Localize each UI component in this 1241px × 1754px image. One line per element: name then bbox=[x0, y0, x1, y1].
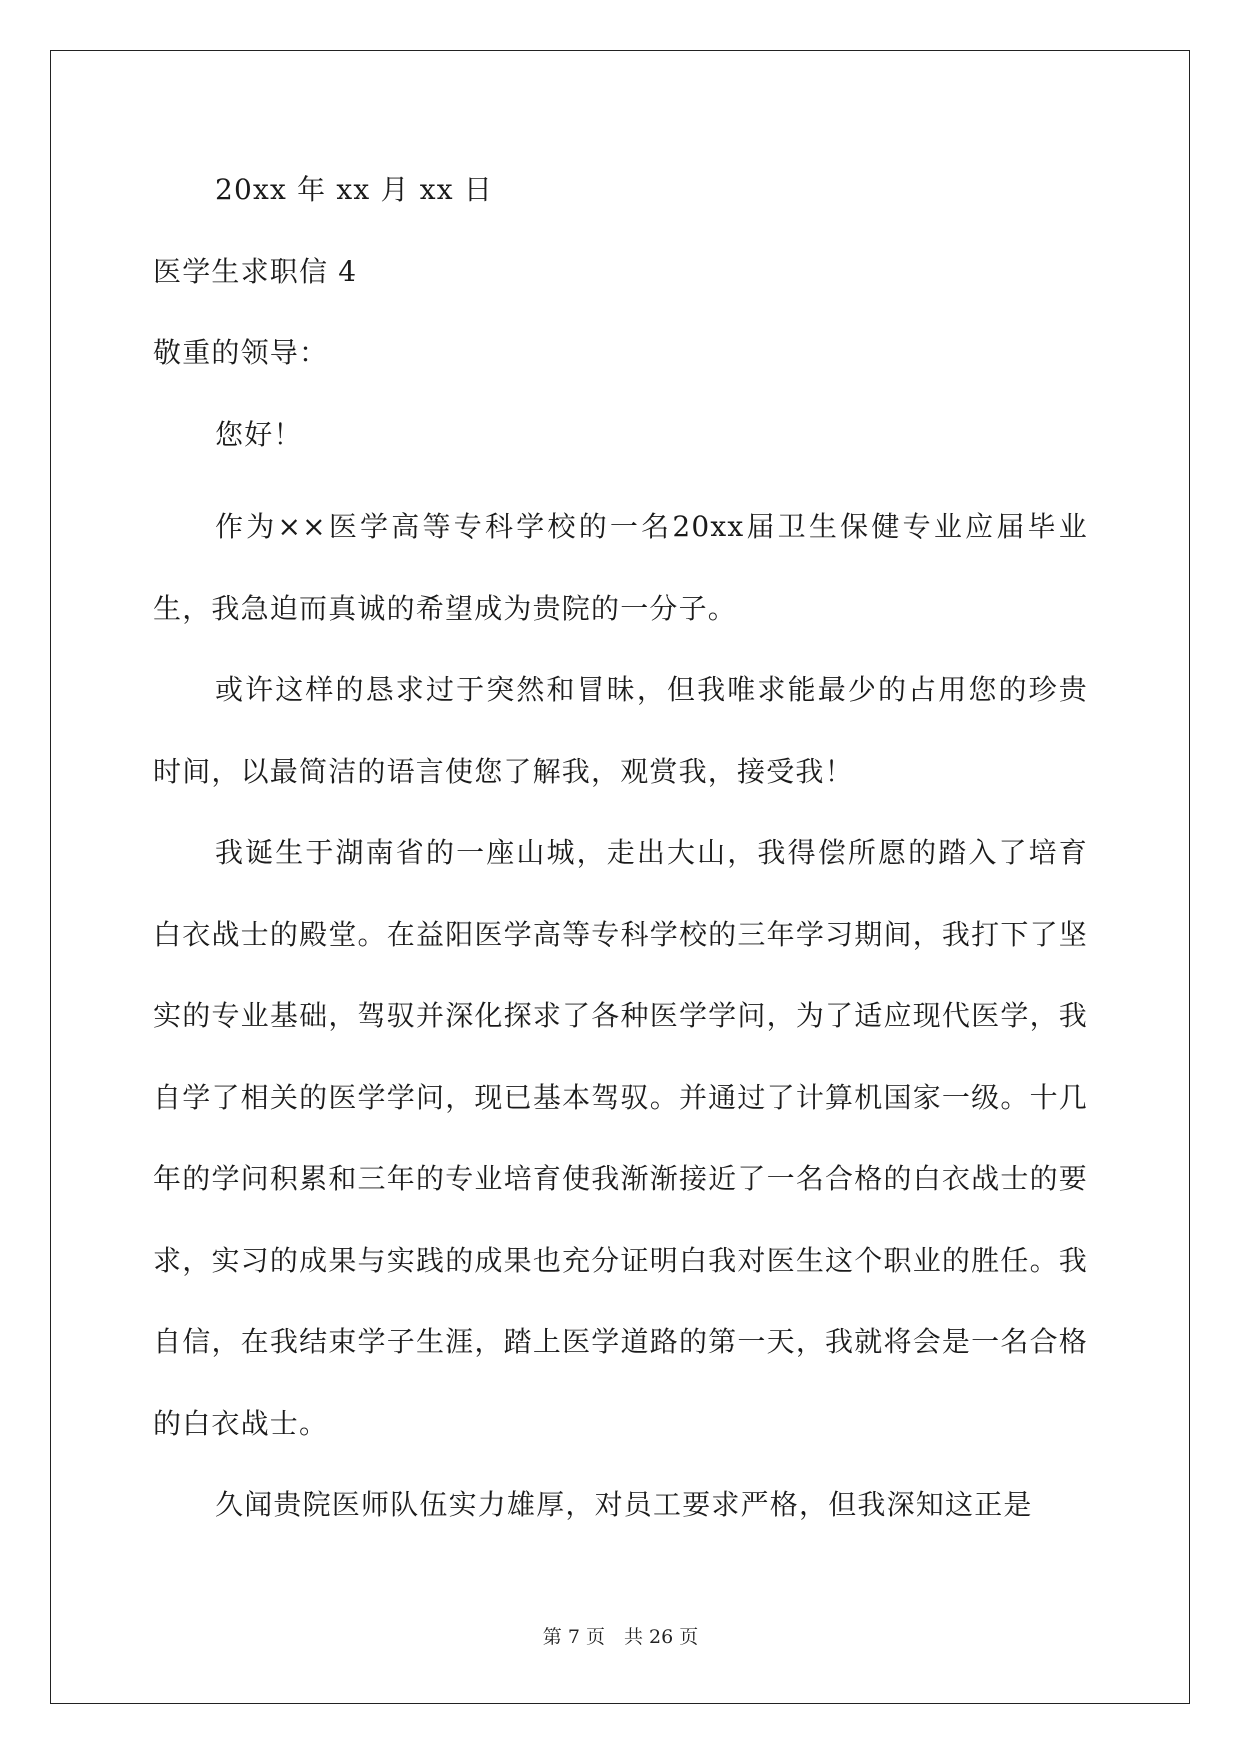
paragraph-3: 我诞生于湖南省的一座山城，走出大山，我得偿所愿的踏入了培育白衣战士的殿堂。在益阳医学高等专科学校的三年学习期间，我打下了坚实的专业基础，驾驭并深化探求了各种医学学问，为了适应现代医学，我自学了相关的医学学问，现已基本驾驭。并通过了计算机国家一级。十几年的学问积累和三年的专业培育使我渐渐接近了一名合格的白衣战士的要求，实习的成果与实践的成果也充分证明白我对医生这个职业的胜任。我自信，在我结束学子生涯，踏上医学道路的第一天，我就将会是一名合格的白衣战士。 bbox=[153, 836, 1088, 1440]
date-line: 20xx 年 xx 月 xx 日 bbox=[215, 173, 494, 206]
paragraph-2: 或许这样的恳求过于突然和冒昧，但我唯求能最少的占用您的珍贵时间，以最简洁的语言使您了解我，观赏我，接受我！ bbox=[153, 673, 1088, 788]
document-body bbox=[153, 160, 1088, 1546]
paragraph-1: 作为××医学高等专科学校的一名20xx届卫生保健专业应届毕业生，我急迫而真诚的希望成为贵院的一分子。 bbox=[153, 510, 1088, 625]
greeting: 您好！ bbox=[215, 417, 303, 451]
page-number-footer: 第 7 页 共 26 页 bbox=[542, 1626, 699, 1648]
letter-title: 医学生求职信 4 bbox=[153, 254, 358, 288]
paragraph-4: 久闻贵院医师队伍实力雄厚，对员工要求严格，但我深知这正是 bbox=[215, 1488, 1033, 1521]
salutation: 敬重的领导： bbox=[153, 336, 329, 369]
